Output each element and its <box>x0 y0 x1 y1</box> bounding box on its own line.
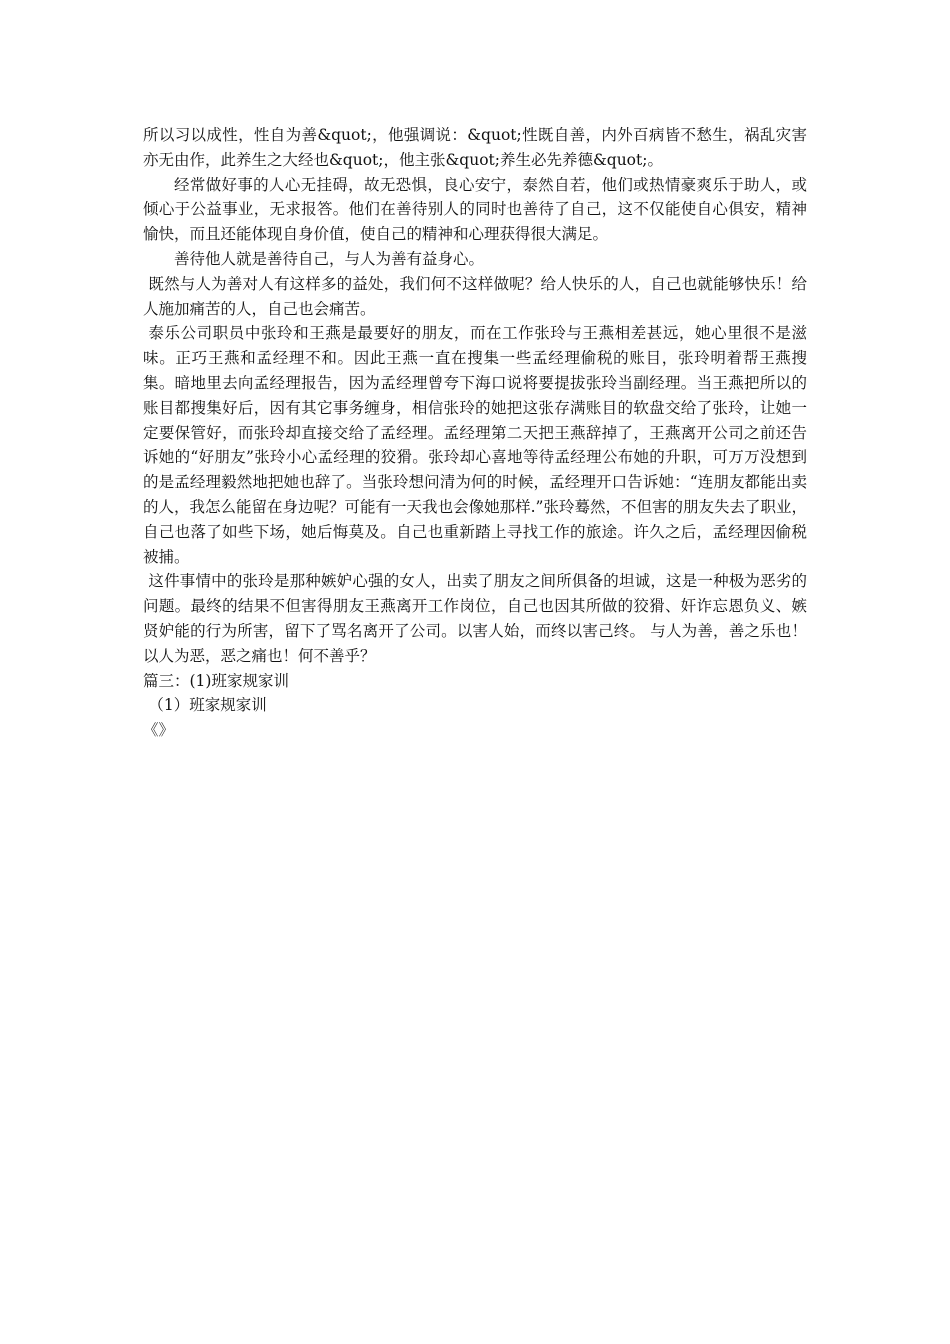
paragraph-good-deeds: 经常做好事的人心无挂碍，故无恐惧，良心安宁，泰然自若，他们或热情豪爽乐于助人，或倾心于公益事业，无求报答。他们在善待别人的同时也善待了自己，这不仅能使自心俱安，精神愉快，而且还能体现自身价值，使自己的精神和心理获得很大满足。 <box>143 175 807 244</box>
empty-title-brackets: 《》 <box>143 721 175 740</box>
paragraph-treat-others: 善待他人就是善待自己，与人为善有益身心。 <box>174 249 485 268</box>
paragraph-story: 泰乐公司职员中张玲和王燕是最要好的朋友，而在工作张玲与王燕相差甚远，她心里很不是滋味。正巧王燕和孟经理不和。因此王燕一直在搜集一些孟经理偷税的账目，张玲明着帮王燕搜集。暗地里去向孟经理报告，因为孟经理曾夸下海口说将要提拔张玲当副经理。当王燕把所以的账目都搜集好后，因有其它事务缠身，相信张玲的她把这张存满账目的软盘交给了张玲，让她一定要保管好，而张玲却直接交给了孟经理。孟经理第二天把王燕辞掉了，王燕离开公司之前还告诉她的“好朋友”张玲小心孟经理的狡猾。张玲却心喜地等待孟经理公布她的升职，可万万没想到的是孟经理毅然地把她也辞了。当张玲想问清为何的时候，孟经理开口告诉她：“连朋友都能出卖的人，我怎么能留在身边呢？可能有一天我也会像她那样.”张玲蓦然，不但害的朋友失去了职业，自己也落了如些下场，她后悔莫及。自己也重新踏上寻找工作的旅途。许久之后，孟经理因偷税被捕。 <box>143 324 807 566</box>
paragraph-why-not: 既然与人为善对人有这样多的益处，我们何不这样做呢？给人快乐的人，自己也就能够快乐！给人施加痛苦的人，自己也会痛苦。 <box>143 274 807 318</box>
paragraph-yangsheng: 所以习以成性，性自为善&quot;，他强调说：&quot;性既自善，内外百病皆不愁生，祸乱灾害亦无由作，此养生之大经也&quot;，他主张&quot;养生必先养德&quot;。 <box>143 126 807 169</box>
section-heading: 篇三：(1)班家规家训 <box>143 671 289 690</box>
paragraph-conclusion: 这件事情中的张玲是那种嫉妒心强的女人，出卖了朋友之间所俱备的坦诚，这是一种极为恶劣的问题。最终的结果不但害得朋友王燕离开工作岗位，自己也因其所做的狡猾、奸诈忘恩负义、嫉贤妒能的行为所害，留下了骂名离开了公司。以害人始，而终以害己终。 与人为善，善之乐也！以人为恶，恶之痛也！何不善乎？ <box>143 572 807 665</box>
document-page <box>143 123 807 743</box>
subheading: （1）班家规家训 <box>148 696 267 715</box>
